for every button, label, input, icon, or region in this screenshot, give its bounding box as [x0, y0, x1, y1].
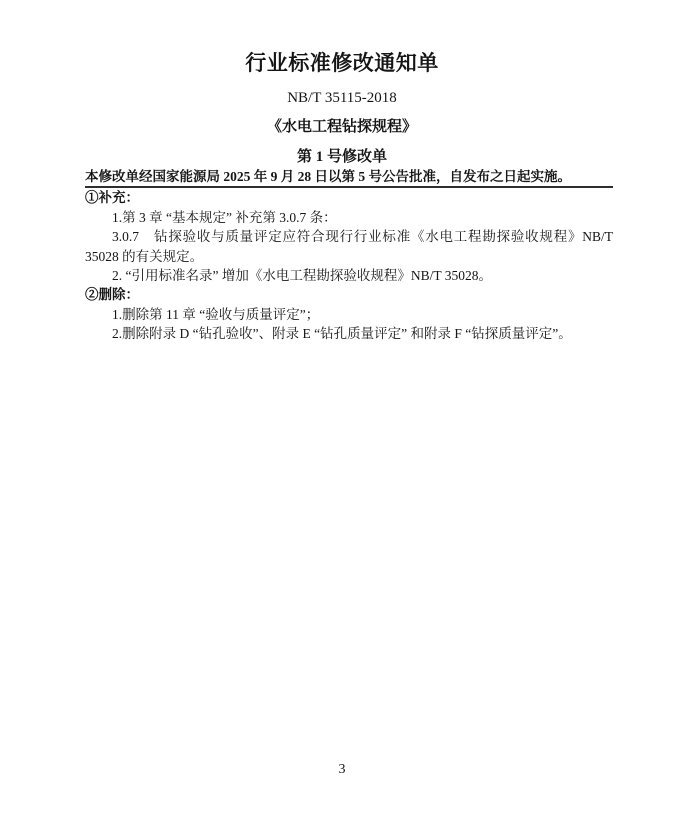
section-supplement-item-1: 1.第 3 章 “基本规定” 补充第 3.0.7 条：	[112, 209, 337, 225]
section-delete-heading: ②删除：	[85, 287, 139, 303]
document-body	[85, 167, 613, 344]
section-delete-item-2: 2.删除附录 D “钻孔验收”、附录 E “钻孔质量评定” 和附录 F “钻探质量评定”。	[112, 326, 572, 342]
standard-code: NB/T 35115-2018	[287, 90, 397, 106]
section-supplement-item-3: 2. “引用标准名录” 增加《水电工程勘探验收规程》NB/T 35028。	[112, 268, 492, 284]
page-footer	[0, 762, 684, 778]
section-supplement-heading: ①补充：	[85, 190, 139, 206]
amendment-number: 第 1 号修改单	[296, 149, 387, 165]
standard-name: 《水电工程钻探规程》	[266, 119, 417, 135]
section-supplement-item-2: 3.0.7 钻探验收与质量评定应符合现行行业标准《水电工程勘探验收规程》NB/T 35028 的有关规定。	[85, 229, 613, 264]
approval-statement: 本修改单经国家能源局 2025 年 9 月 28 日以第 5 号公告批准，自发布之日起实施。	[85, 167, 613, 188]
section-delete-item-1: 1.删除第 11 章 “验收与质量评定”；	[112, 306, 320, 322]
document-title: 行业标准修改通知单	[245, 51, 439, 75]
document-header	[0, 0, 684, 166]
page-number: 3	[338, 762, 346, 777]
